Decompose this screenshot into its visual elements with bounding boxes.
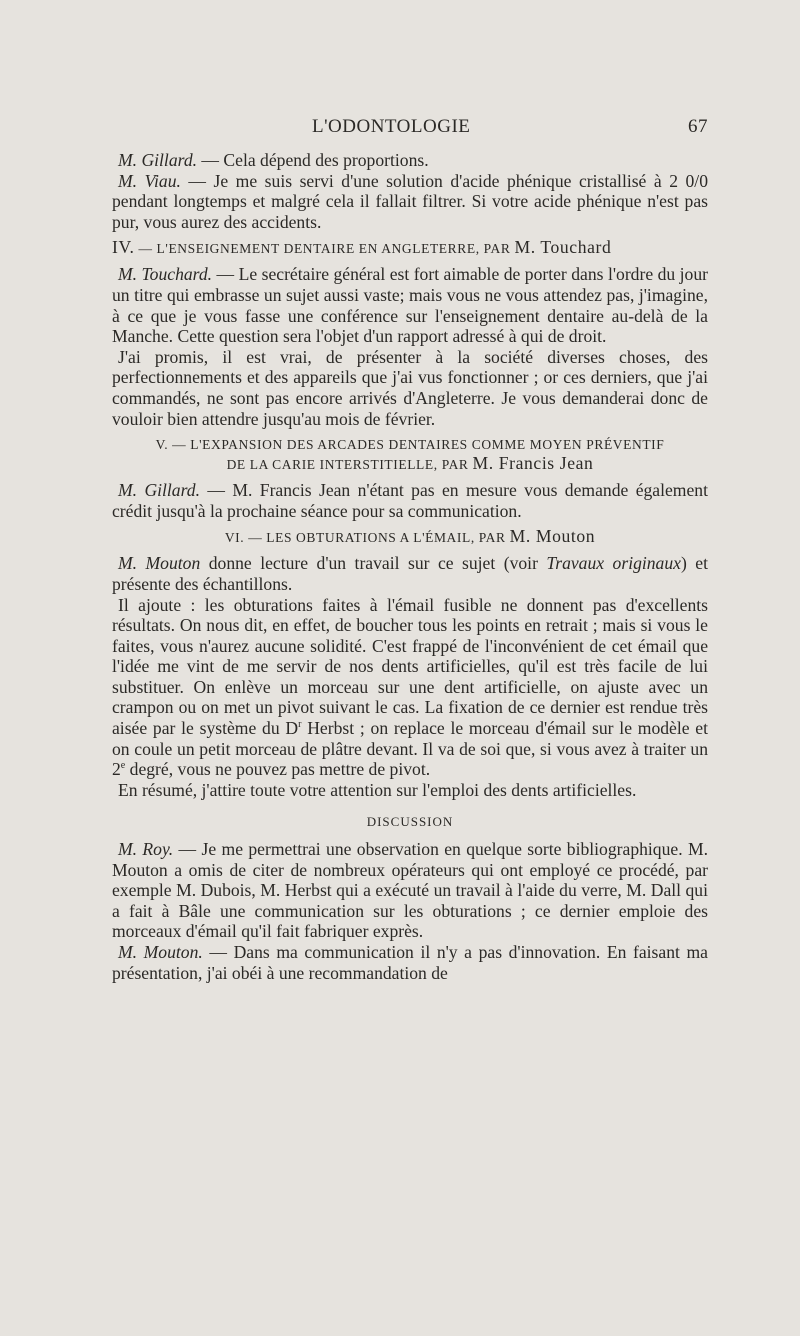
speaker-name: M. Touchard. [118,264,213,285]
section-heading-iv [112,238,708,258]
paragraph [112,839,708,942]
speaker-name: M. Gillard. [118,150,198,170]
paragraph-text: — Cela dépend des proportions. [197,150,429,170]
paragraph-text: Herbst ; on replace le morceau d'émail sur le modèle et on coule un petit morceau de plâtre devant. Il va de soi que, si vous avez à traiter un 2 [112,718,709,780]
paragraph-text: donne lecture d'un travail sur ce sujet (voir [200,553,547,574]
section-title-line: DE LA CARIE INTERSTITIELLE, PAR [226,457,469,473]
paragraph [112,150,708,171]
section-author: M. Touchard [514,237,612,258]
speaker-name: M. Roy. [118,839,174,860]
paragraph-text: — M. Francis Jean n'étant pas en mesure vous demande également crédit jusqu'à la prochaine séance pour sa communication. [112,480,708,521]
section-heading-vi [112,527,708,547]
paragraph [112,264,708,346]
paragraph-text: Il ajoute : les obturations faites à l'émail fusible ne donnent pas d'excellents résultats. On nous dit, en effet, de boucher tous les points en retrait ; mais si vous le faites, vous n'aurez aucune solidité. C'est frappé de l'inconvénient de cet émail que l'idée me vint de me servir de nos dents artificielles, qu'il est très facile de lui substituer. On enlève un morceau sur une dent artificielle, on ajuste avec un crampon ou on met un pivot suivant le cas. La fixation de ce dernier est rendue très aisée par le système du D [112,594,708,739]
paragraph [112,595,708,780]
paragraph-text: ) et présente des échantillons. [112,553,708,594]
section-heading-v [112,435,708,474]
page-header [112,116,708,140]
paragraph: En résumé, j'attire toute votre attention sur l'emploi des dents artificielles. [118,779,637,800]
italic-reference: Travaux originaux [546,553,681,574]
section-number: IV. [112,237,135,258]
section-title: — L'ENSEIGNEMENT DENTAIRE EN ANGLETERRE, PAR [138,241,511,257]
body-text [112,150,708,983]
paragraph [112,480,708,521]
superscript: r [298,719,302,731]
section-title: VI. — LES OBTURATIONS A L'ÉMAIL, PAR [224,530,506,546]
page-number: 67 [688,116,708,137]
paragraph: J'ai promis, il est vrai, de présenter à la société diverses choses, des perfectionnements et des appareils que j'ai vus fonctionner ; or ces derniers, que j'ai commandés, ne sont pas encore arrivés d'Angleterre. Je vous demanderai donc de vouloir bien attendre jusqu'au mois de février. [112,346,708,429]
superscript: e [120,760,126,772]
running-title: L'ODONTOLOGIE [312,116,471,137]
paragraph [112,171,708,233]
section-title-line: V. — L'EXPANSION DES ARCADES DENTAIRES COMME MOYEN PRÉVENTIF [155,437,665,453]
speaker-name: M. Viau. [118,170,181,191]
paragraph [112,553,708,594]
paragraph-text: — Je me permettrai une observation en quelque sorte bibliographique. M. Mouton a omis de citer de nombreux opérateurs qui ont employé ce procédé, par exemple M. Dubois, M. Herbst qui a exécuté un travail à l'aide du verre, M. Dall qui a fait à Bâle une communication sur les obturations ; ce dernier emploie des morceaux d'émail qu'il fait fabriquer exprès. [112,839,709,942]
section-author: M. Mouton [509,526,596,547]
speaker-name: M. Gillard. [118,480,200,501]
discussion-heading: DISCUSSION [366,814,454,830]
speaker-name: M. Mouton [118,553,201,574]
paragraph-text: — Le secrétaire général est fort aimable de porter dans l'ordre du jour un titre qui embrasse un sujet aussi vaste; mais vous ne vous attendez pas, j'imagine, à ce que je vous fasse une conférence sur l'enseignement dentaire au-delà de la Manche. Cette question sera l'objet d'un rapport adressé à qui de droit. [112,264,708,347]
section-author: M. Francis Jean [472,453,594,474]
paragraph [112,942,708,983]
paragraph-text: — Je me suis servi d'une solution d'acide phénique cristallisé à 2 0/0 pendant longtemps et malgré cela il fallait filtrer. Si votre acide phénique n'est pas pur, vous aurez des accidents. [112,170,708,232]
paragraph-text: — Dans ma communication il n'y a pas d'innovation. En faisant ma présentation, j'ai obéi à une recommandation de [112,942,708,983]
speaker-name: M. Mouton. [118,942,203,962]
paragraph-text: degré, vous ne pouvez pas mettre de pivot. [125,759,431,780]
